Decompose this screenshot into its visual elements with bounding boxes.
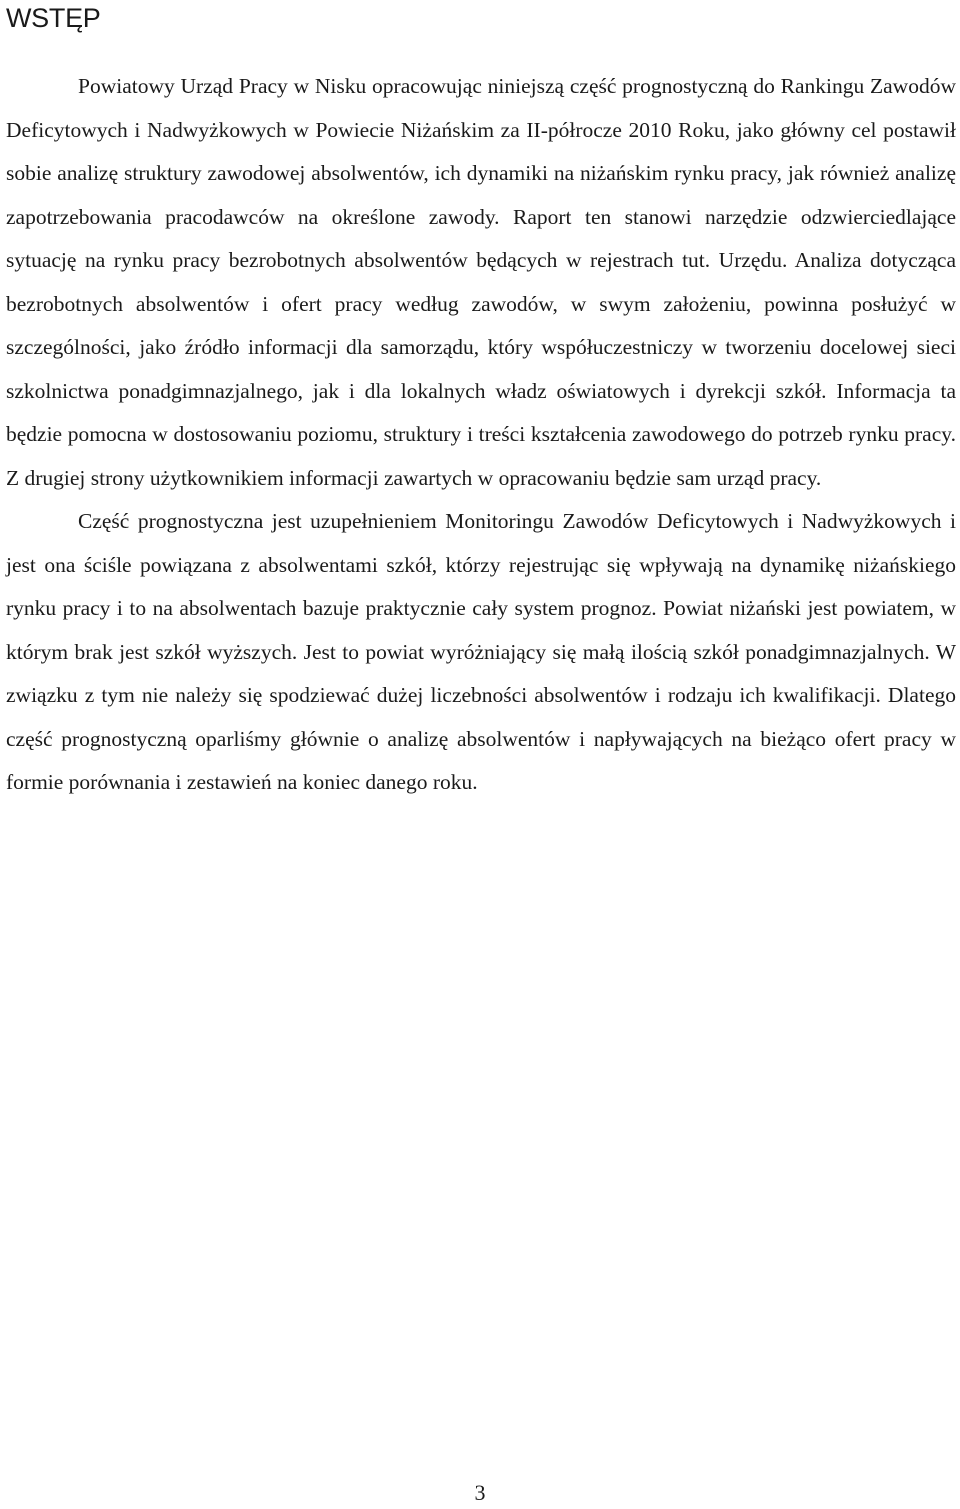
document-body (6, 65, 956, 805)
page-number: 3 (474, 1480, 486, 1505)
paragraph-intro: Powiatowy Urząd Pracy w Nisku opracowując niniejszą część prognostyczną do Rankingu Zawodów Deficytowych i Nadwyżkowych w Powiecie Niżańskim za II-półrocze 2010 Roku, jako główny cel postawił sobie analizę struktury zawodowej absolwentów, ich dynamiki na niżańskim rynku pracy, jak również analizę zapotrzebowania pracodawców na określone zawody. Raport ten stanowi narzędzie odzwierciedlające sytuację na rynku pracy bezrobotnych absolwentów będących w rejestrach tut. Urzędu. Analiza dotycząca bezrobotnych absolwentów i ofert pracy według zawodów, w swym założeniu, powinna posłużyć w szczególności, jako źródło informacji dla samorządu, który współuczestniczy w tworzeniu docelowej sieci szkolnictwa ponadgimnazjalnego, jak i dla lokalnych władz oświatowych i dyrekcji szkół. Informacja ta będzie pomocna w dostosowaniu poziomu, struktury i treści kształcenia zawodowego do potrzeb rynku pracy. Z drugiej strony użytkownikiem informacji zawartych w opracowaniu będzie sam urząd pracy. (6, 74, 956, 490)
paragraph-prognosis: Część prognostyczna jest uzupełnieniem Monitoringu Zawodów Deficytowych i Nadwyżkowych i jest ona ściśle powiązana z absolwentami szkół, którzy rejestrując się wpływają na dynamikę niżańskiego rynku pracy i to na absolwentach bazuje praktycznie cały system prognoz. Powiat niżański jest powiatem, w którym brak jest szkół wyższych. Jest to powiat wyróżniający się małą ilością szkół ponadgimnazjalnych. W związku z tym nie należy się spodziewać dużej liczebności absolwentów i rodzaju ich kwalifikacji. Dlatego część prognostyczną oparliśmy głównie o analizę absolwentów i napływających na bieżąco ofert pracy w formie porównania i zestawień na koniec danego roku. (6, 509, 956, 794)
section-heading: WSTĘP (6, 3, 101, 33)
